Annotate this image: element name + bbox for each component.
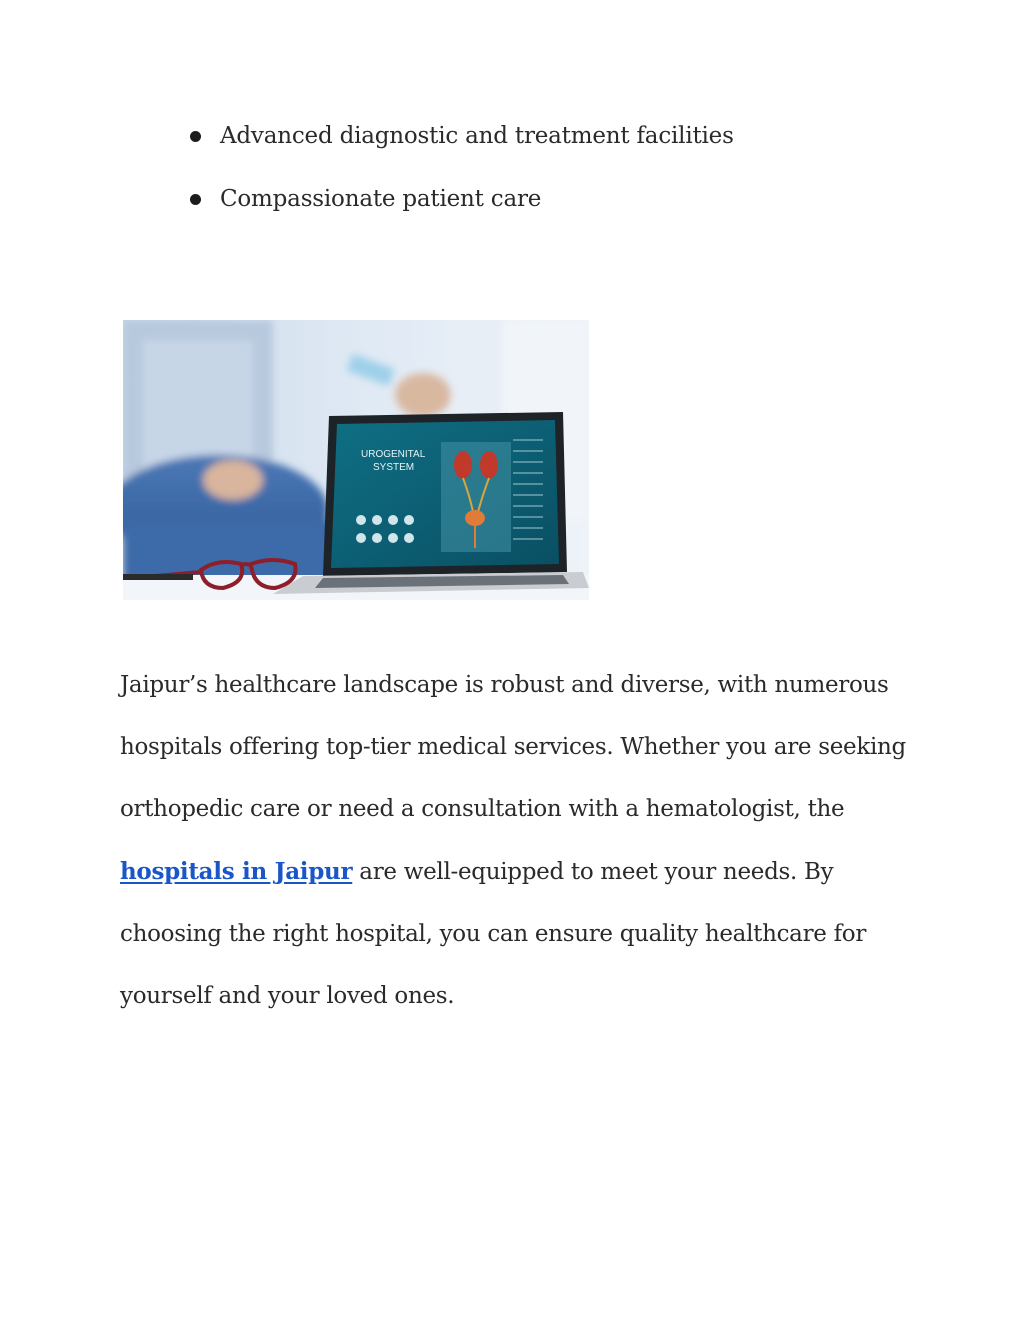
paragraph-text-after-link: are well-equipped to meet your needs. By choosing the right hospital, you can ensure quality healthcare for yourself and your loved ones.: [120, 858, 867, 1010]
screen-title-line2: SYSTEM: [373, 462, 415, 473]
hospitals-in-jaipur-link[interactable]: hospitals in Jaipur: [120, 857, 353, 885]
hospitals-paragraph: [120, 654, 920, 1027]
bullet-dot-icon: [190, 131, 201, 142]
bullet-item-patient-care: [190, 181, 734, 217]
screen-title-line1: UROGENITAL: [361, 449, 426, 460]
paragraph-text-before-link: Jaipur’s healthcare landscape is robust and diverse, with numerous hospitals offering top-tier medical services. Whether you are seeking orthopedic care or need a consultation with a hematologist, the: [120, 672, 906, 823]
bullet-text: Advanced diagnostic and treatment facilities: [220, 123, 734, 149]
bullet-text: Compassionate patient care: [220, 186, 542, 212]
bullet-item-diagnostics: [190, 118, 734, 154]
feature-bullet-list: [190, 118, 734, 244]
bullet-dot-icon: [190, 194, 201, 205]
laptop-urogenital-photo: [123, 320, 589, 600]
